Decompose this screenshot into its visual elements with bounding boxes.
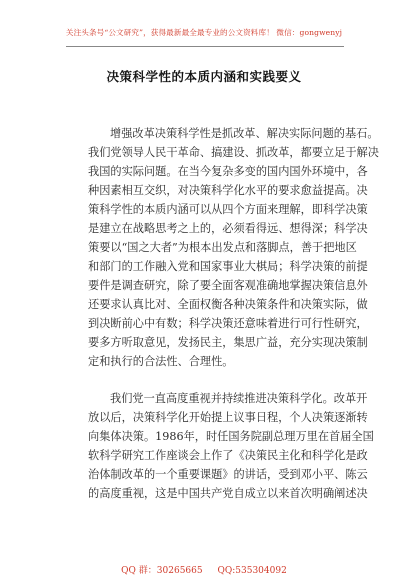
body-line: 和部门的工作融入党和国家事业大棋局；科学决策的前提 bbox=[88, 260, 368, 273]
body-line: 我国的实际问题。在当今复杂多变的国内国外环境中，各 bbox=[88, 165, 368, 178]
footer-qq: QQ:535304092 bbox=[217, 566, 287, 576]
body-line: 到决断前心中有数；科学决策还意味着进行可行性研究， bbox=[88, 317, 368, 330]
body-line: 我们党一直高度重视并持续推进决策科学化。改革开 bbox=[110, 392, 368, 405]
body-line: 还要求认真比对、全面权衡各种决策条件和决策实际，做 bbox=[88, 298, 368, 311]
paragraph-1 bbox=[88, 124, 379, 371]
body-line: 是建立在战略思考之上的，必须看得远、想得深；科学决 bbox=[88, 222, 368, 235]
body-line: 种因素相互交织，对决策科学化水平的要求愈益提高。决 bbox=[88, 184, 368, 197]
body-line: 治体制改革的一个重要课题》的讲话，受到邓小平、陈云 bbox=[88, 468, 368, 481]
paragraph-2 bbox=[88, 389, 374, 503]
body-line: 放以后，决策科学化开始提上议事日程，个人决策逐渐转 bbox=[88, 411, 368, 424]
body-line: 要件是调查研究，除了要全面客观准确地掌握决策信息外 bbox=[88, 279, 368, 292]
footer-qq-group: QQ 群：30265665 bbox=[121, 566, 203, 576]
body-line: 定和执行的合法性、合理性。 bbox=[88, 355, 234, 368]
body-line: 软科学研究工作座谈会上作了《决策民主化和科学化是政 bbox=[88, 449, 368, 462]
body-line: 要多方听取意见，发扬民主，集思广益，充分实现决策制 bbox=[88, 336, 368, 349]
document-body bbox=[88, 124, 379, 503]
body-line: 我们党领导人民干革命、搞建设、抓改革，都要立足于解决 bbox=[88, 146, 379, 159]
body-line: 向集体决策。1986年，时任国务院副总理万里在首届全国 bbox=[88, 430, 374, 443]
footer-contact bbox=[0, 563, 408, 576]
body-line: 增强改革决策科学性是抓改革、解决实际问题的基石。 bbox=[110, 127, 379, 140]
body-line: 的高度重视，这是中国共产党自成立以来首次明确阐述决 bbox=[88, 487, 368, 500]
document-title: 决策科学性的本质内涵和实践要义 bbox=[106, 69, 302, 84]
body-line: 策科学性的本质内涵可以从四个方面来理解，即科学决策 bbox=[88, 203, 368, 216]
header-promo-link[interactable]: 关注头条号“公文研究”，获得最新最全最专业的公文资料库！ 微信：gongwenyj bbox=[65, 28, 343, 37]
header-divider bbox=[66, 46, 344, 47]
body-line: 策要以“国之大者”为根本出发点和落脚点，善于把地区 bbox=[88, 241, 357, 254]
